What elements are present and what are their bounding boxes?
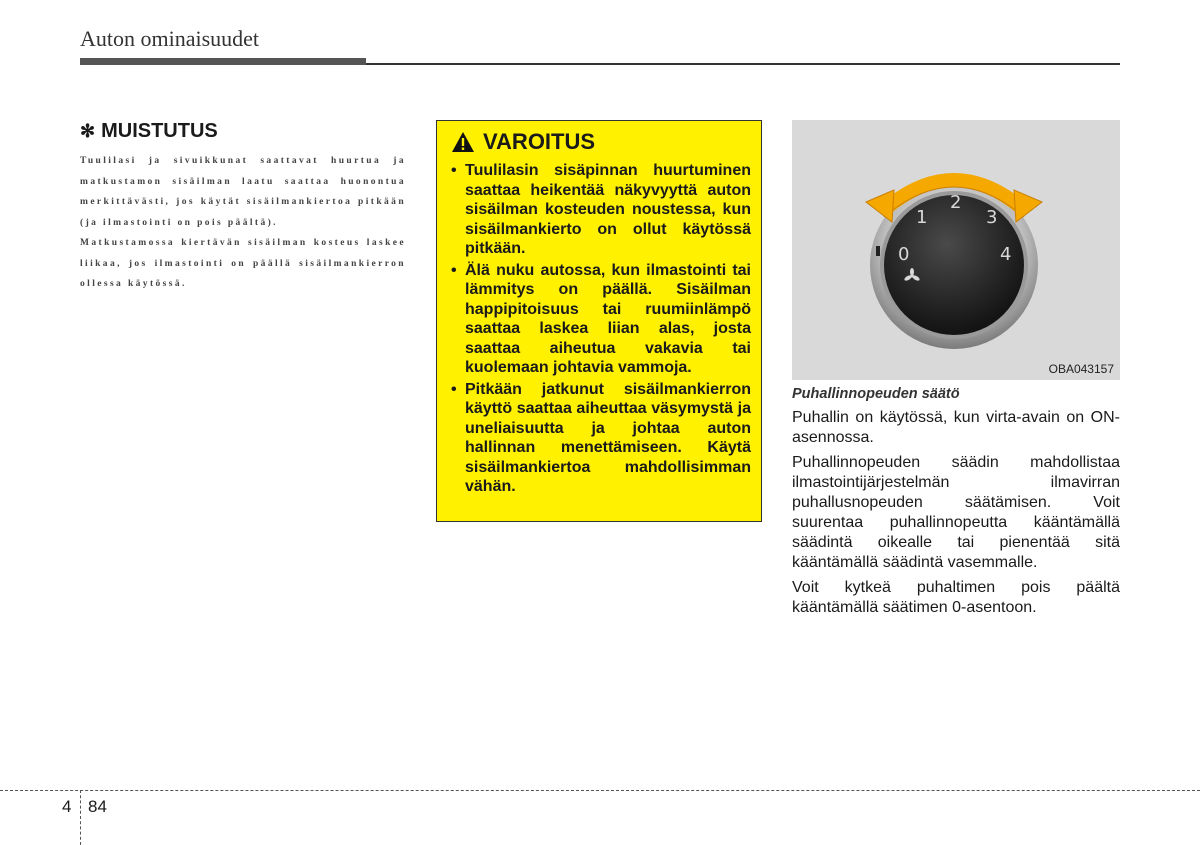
fan-dial-illustration [792,120,1120,380]
warning-item [451,261,751,378]
note-paragraph: Tuulilasi ja sivuikkunat saattavat huurtua ja matkustamon sisäilman laatu saattaa huonontua merkittävästi, jos käytät sisäilmankiertoa pitkään (ja ilmastointi on pois päältä). [80,156,406,228]
header-rule-thick [80,58,366,65]
section-paragraph: Puhallin on käytössä, kun virta-avain on ON-asennossa. [792,409,1120,446]
dial-indicator [876,246,880,256]
warning-item-text: Tuulilasin sisäpinnan huurtuminen saattaa heikentää näkyvyyttä auton sisäilman kosteuden noustessa, kun sisäilmankierto on ollut käytössä pitkään. [465,162,751,257]
dial-label-3: 3 [986,207,998,228]
footer-vertical-rule [80,790,81,845]
warning-heading [451,129,751,155]
section-paragraph: Voit kytkeä puhaltimen pois päältä kääntämällä säätimen 0-asentoon. [792,579,1120,616]
bullet: • [451,380,457,398]
note-heading [80,120,406,143]
warning-item-text: Pitkään jatkunut sisäilmankierron käyttö saattaa aiheuttaa väsymystä ja uneliaisuutta ja johtaa auton hallinnan menettämiseen. Käytä sisäilmankiertoa mahdollisimman vähän. [465,380,751,495]
warning-box [436,120,762,522]
note-heading-text: MUISTUTUS [101,120,218,142]
warning-list [451,161,751,497]
bullet: • [451,261,457,279]
figure-code: OBA043157 [1048,362,1114,376]
asterisk-note-icon: ✻ [80,121,96,141]
dial-label-0: 0 [898,244,910,265]
page-header-title: Auton ominaisuudet [80,26,260,51]
fan-speed-section [792,386,1120,623]
warning-triangle-icon [451,131,475,153]
section-number: 4 [62,797,72,816]
section-caption: Puhallinnopeuden säätö [792,386,960,402]
warning-item-text: Älä nuku autossa, kun ilmastointi tai lämmitys on päällä. Sisäilman happipitoisuus tai ruumiinlämpö saattaa laskea liian alas, josta saattaa aiheutua vakavia tai kuolemaan johtavia vammoja. [465,261,751,376]
section-paragraph: Puhallinnopeuden säädin mahdollistaa ilmastointijärjestelmän ilmavirran puhallusnopeuden säätämisen. Voit suurentaa puhallinnopeutta kääntämällä säädintä oikealle tai pienentää sitä kääntämällä säädintä vasemmalle. [792,454,1120,571]
page-number: 84 [88,797,107,816]
note-body [80,151,406,295]
dial-label-4: 4 [1000,244,1012,265]
warning-heading-text: VAROITUS [483,129,596,154]
dial-face[interactable] [884,195,1024,335]
warning-item [451,161,751,259]
footer-rule [0,790,1200,791]
note-section [80,120,406,295]
dial-label-1: 1 [916,207,928,228]
header-rule-thin [366,63,1120,65]
fan-speed-dial-figure [792,120,1120,380]
warning-item [451,380,751,497]
note-paragraph: Matkustamossa kiertävän sisäilman kosteus laskee liikaa, jos ilmastointi on päällä sisäilmankierron ollessa käytössä. [80,238,406,289]
dial-label-2: 2 [950,192,962,213]
bullet: • [451,162,457,179]
